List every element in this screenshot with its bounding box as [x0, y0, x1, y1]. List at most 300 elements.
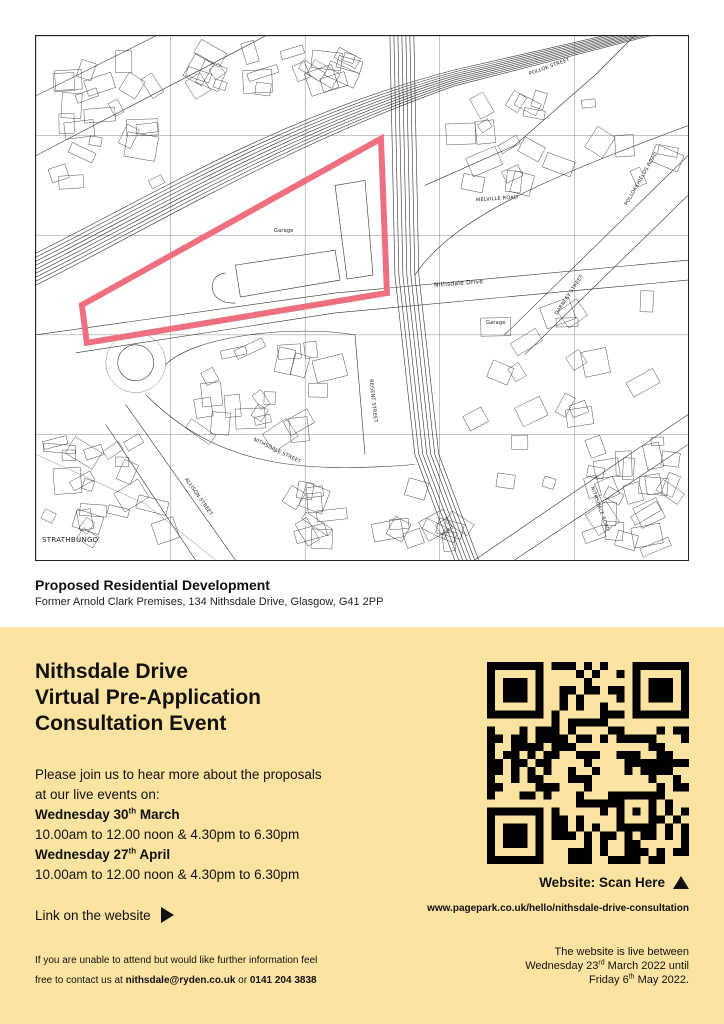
railway-line — [36, 36, 688, 277]
qr-module — [600, 799, 608, 807]
building-outline — [119, 72, 146, 99]
qr-module — [616, 856, 624, 864]
qr-module — [632, 791, 640, 799]
live-line-3 — [469, 973, 689, 987]
building-outline — [498, 135, 520, 153]
qr-module — [535, 848, 543, 856]
qr-module — [641, 759, 649, 767]
live-end-suffix: th — [628, 973, 635, 981]
building-outline — [542, 476, 556, 490]
qr-module — [511, 824, 519, 832]
qr-module — [535, 735, 543, 743]
qr-module — [576, 702, 584, 710]
map-label-darnley-street: DARNLEY STREET — [553, 273, 586, 317]
qr-module — [657, 767, 665, 775]
qr-module — [535, 759, 543, 767]
qr-module — [527, 662, 535, 670]
site-location-map — [35, 35, 689, 561]
qr-module — [544, 791, 552, 799]
qr-module — [535, 710, 543, 718]
qr-module — [535, 702, 543, 710]
map-label-regent-street: REGENT STREET — [367, 378, 379, 424]
qr-module — [632, 710, 640, 718]
building-outline — [82, 478, 95, 491]
building-outline — [640, 291, 654, 313]
railway-line — [36, 36, 688, 253]
website-url[interactable]: www.pagepark.co.uk/hello/nithsdale-drive-consultation — [427, 903, 689, 914]
building-outline — [542, 152, 575, 177]
railway-line — [414, 36, 479, 560]
qr-module — [535, 807, 543, 815]
road-edge — [515, 444, 688, 560]
map-label-melville-road: MELVILLE ROAD — [475, 194, 519, 204]
building-outline — [68, 142, 96, 162]
road-edge — [36, 454, 215, 560]
qr-module — [657, 848, 665, 856]
qr-module — [673, 710, 681, 718]
qr-module — [511, 735, 519, 743]
building-outline — [475, 120, 496, 145]
qr-module — [552, 807, 560, 815]
qr-module — [616, 751, 624, 759]
qr-module — [511, 662, 519, 670]
qr-module — [641, 662, 649, 670]
qr-module — [503, 824, 511, 832]
qr-module — [681, 824, 689, 832]
qr-module — [616, 799, 624, 807]
contact-info — [35, 951, 435, 991]
map-label-nithsdale-road: NITHSDALE ROAD — [588, 485, 611, 533]
qr-code-icon — [487, 662, 689, 864]
qr-module — [608, 799, 616, 807]
qr-module — [487, 824, 495, 832]
qr-module — [552, 727, 560, 735]
building-outline — [76, 509, 93, 531]
qr-module — [584, 686, 592, 694]
qr-module — [560, 686, 568, 694]
qr-module — [535, 832, 543, 840]
qr-module — [560, 832, 568, 840]
building-outline — [302, 512, 333, 536]
building-outline — [656, 479, 685, 504]
qr-module — [568, 767, 576, 775]
qr-module — [681, 783, 689, 791]
qr-module — [584, 856, 592, 864]
qr-module — [600, 710, 608, 718]
qr-module — [487, 848, 495, 856]
building-outline — [209, 63, 225, 79]
qr-module — [511, 751, 519, 759]
qr-module — [592, 751, 600, 759]
qr-module — [576, 816, 584, 824]
event-title-line-1: Nithsdale Drive — [35, 660, 188, 683]
building-outline — [466, 146, 503, 177]
qr-module — [592, 767, 600, 775]
qr-module — [584, 759, 592, 767]
building-outline — [470, 92, 494, 119]
event-date-1-day: Wednesday 30 — [35, 807, 129, 822]
qr-module — [624, 856, 632, 864]
qr-module — [600, 840, 608, 848]
qr-module — [657, 816, 665, 824]
live-line-2 — [469, 959, 689, 973]
qr-module — [665, 824, 673, 832]
qr-module — [665, 807, 673, 815]
qr-module — [519, 856, 527, 864]
qr-module — [503, 678, 511, 686]
qr-module — [616, 735, 624, 743]
building-outline — [234, 338, 266, 360]
qr-module — [681, 832, 689, 840]
building-outline — [623, 482, 644, 505]
road-edge — [36, 36, 265, 156]
building-outline — [292, 62, 310, 82]
qr-module — [649, 694, 657, 702]
qr-module — [665, 686, 673, 694]
qr-module — [519, 840, 527, 848]
qr-module — [665, 759, 673, 767]
qr-module — [657, 694, 665, 702]
qr-module — [592, 719, 600, 727]
live-end-month: May 2022. — [634, 974, 689, 986]
qr-module — [552, 751, 560, 759]
qr-module — [503, 686, 511, 694]
qr-module — [527, 751, 535, 759]
qr-module — [673, 816, 681, 824]
qr-module — [544, 751, 552, 759]
play-arrow-icon — [161, 907, 174, 923]
qr-module — [616, 686, 624, 694]
qr-module — [527, 767, 535, 775]
qr-module — [608, 727, 616, 735]
building-outline — [42, 436, 68, 450]
map-label-strathbungo: STRATHBUNGO — [42, 536, 99, 544]
qr-module — [576, 719, 584, 727]
qr-module — [592, 824, 600, 832]
qr-module — [616, 694, 624, 702]
qr-module — [487, 791, 495, 799]
qr-module — [503, 710, 511, 718]
qr-module — [503, 840, 511, 848]
qr-module — [560, 662, 568, 670]
qr-module — [632, 735, 640, 743]
qr-module — [552, 783, 560, 791]
building-outline — [304, 341, 318, 359]
building-outline — [235, 408, 265, 429]
qr-module — [495, 767, 503, 775]
qr-module — [576, 799, 584, 807]
qr-module — [632, 686, 640, 694]
building-outline — [295, 518, 319, 547]
qr-module — [495, 856, 503, 864]
building-outline — [84, 107, 116, 123]
qr-module — [487, 807, 495, 815]
qr-module — [657, 743, 665, 751]
qr-module — [673, 783, 681, 791]
qr-module — [657, 759, 665, 767]
building-outline — [496, 473, 516, 489]
road-edge — [475, 415, 688, 560]
qr-module — [608, 791, 616, 799]
qr-module — [649, 767, 657, 775]
event-time-2: 10.00am to 12.00 noon & 4.30pm to 6.30pm — [35, 867, 300, 882]
qr-module — [649, 856, 657, 864]
building-outline — [615, 134, 635, 157]
qr-module — [535, 783, 543, 791]
qr-module — [624, 840, 632, 848]
map-label-nithsdale-drive: Nithsdale Drive — [433, 278, 484, 289]
building-outline — [84, 72, 116, 96]
qr-code[interactable] — [487, 662, 689, 864]
event-date-2-month: April — [136, 847, 171, 862]
qr-module — [576, 735, 584, 743]
building-outline — [151, 517, 180, 545]
qr-module — [584, 662, 592, 670]
building-outline — [343, 52, 356, 63]
qr-module — [681, 807, 689, 815]
building-outline — [565, 406, 593, 427]
building-outline — [505, 170, 522, 193]
qr-module — [535, 856, 543, 864]
qr-module — [616, 710, 624, 718]
road-edge — [525, 195, 688, 354]
qr-module — [592, 686, 600, 694]
qr-module — [495, 662, 503, 670]
qr-module — [487, 686, 495, 694]
building-outline — [661, 451, 680, 467]
qr-module — [616, 816, 624, 824]
qr-module — [568, 848, 576, 856]
qr-module — [600, 807, 608, 815]
qr-module — [552, 710, 560, 718]
qr-module — [641, 848, 649, 856]
qr-module — [657, 856, 665, 864]
qr-module — [624, 832, 632, 840]
qr-module — [681, 759, 689, 767]
qr-module — [681, 670, 689, 678]
building-outline — [80, 503, 107, 517]
qr-module — [608, 856, 616, 864]
contact-line-2 — [35, 971, 435, 991]
qr-module — [487, 670, 495, 678]
building-outline — [640, 537, 671, 557]
qr-module — [649, 759, 657, 767]
qr-module — [511, 710, 519, 718]
map-drawing — [36, 36, 688, 560]
qr-module — [649, 832, 657, 840]
qr-module — [535, 816, 543, 824]
building-outline — [389, 518, 409, 530]
qr-module — [616, 807, 624, 815]
qr-module — [649, 824, 657, 832]
contact-email[interactable]: nithsdale@ryden.co.uk — [125, 975, 236, 986]
building-outline — [308, 383, 327, 397]
qr-module — [487, 840, 495, 848]
qr-module — [584, 678, 592, 686]
qr-module — [649, 678, 657, 686]
qr-module — [503, 856, 511, 864]
qr-module — [576, 670, 584, 678]
qr-module — [487, 775, 495, 783]
qr-module — [511, 678, 519, 686]
qr-module — [592, 670, 600, 678]
qr-module — [519, 759, 527, 767]
railway-line — [36, 36, 688, 273]
qr-module — [624, 767, 632, 775]
qr-module — [503, 662, 511, 670]
qr-module — [535, 678, 543, 686]
qr-module — [649, 710, 657, 718]
qr-module — [511, 759, 519, 767]
qr-module — [632, 678, 640, 686]
website-link[interactable] — [35, 907, 174, 923]
event-title-line-3: Consultation Event — [35, 712, 227, 735]
qr-module — [608, 832, 616, 840]
site-building — [335, 180, 373, 279]
qr-module — [527, 791, 535, 799]
qr-module — [576, 791, 584, 799]
development-address: Former Arnold Clark Premises, 134 Nithsdale Drive, Glasgow, G41 2PP — [35, 596, 384, 608]
qr-module — [649, 775, 657, 783]
building-outline — [508, 362, 527, 381]
qr-module — [624, 824, 632, 832]
live-start-day: Wednesday 23 — [525, 960, 599, 972]
qr-module — [600, 832, 608, 840]
qr-module — [649, 791, 657, 799]
qr-module — [544, 759, 552, 767]
qr-module — [665, 751, 673, 759]
qr-module — [681, 694, 689, 702]
map-caption — [35, 577, 383, 608]
qr-module — [560, 702, 568, 710]
qr-module — [560, 735, 568, 743]
qr-module — [632, 702, 640, 710]
qr-module — [511, 767, 519, 775]
qr-module — [657, 686, 665, 694]
event-title-line-2: Virtual Pre-Application — [35, 686, 261, 709]
qr-module — [487, 710, 495, 718]
contact-prefix: free to contact us at — [35, 975, 126, 986]
qr-module — [681, 710, 689, 718]
qr-module — [632, 751, 640, 759]
qr-module — [487, 856, 495, 864]
qr-module — [511, 694, 519, 702]
qr-module — [649, 735, 657, 743]
qr-module — [535, 662, 543, 670]
building-outline — [124, 434, 144, 451]
contact-phone[interactable]: 0141 204 3838 — [249, 975, 317, 986]
qr-module — [487, 767, 495, 775]
qr-module — [624, 735, 632, 743]
qr-module — [495, 783, 503, 791]
qr-module — [665, 662, 673, 670]
qr-module — [535, 840, 543, 848]
railway-line — [36, 36, 688, 285]
building-outline — [278, 344, 302, 360]
building-outline — [83, 444, 104, 460]
qr-module — [511, 775, 519, 783]
qr-module — [535, 743, 543, 751]
qr-module — [552, 832, 560, 840]
building-outline — [70, 471, 95, 491]
qr-module — [641, 710, 649, 718]
qr-module — [641, 735, 649, 743]
building-outline — [255, 82, 271, 96]
qr-module — [535, 686, 543, 694]
site-building — [212, 273, 235, 303]
qr-module — [568, 856, 576, 864]
building-outline — [124, 132, 159, 162]
qr-module — [568, 719, 576, 727]
building-outline — [461, 173, 485, 192]
qr-module — [665, 767, 673, 775]
qr-module — [673, 662, 681, 670]
building-outline — [463, 407, 489, 431]
qr-module — [560, 824, 568, 832]
qr-module — [624, 848, 632, 856]
map-label-allison-street: ALLISON STREET — [183, 476, 214, 518]
qr-module — [487, 816, 495, 824]
qr-module — [519, 678, 527, 686]
qr-module — [495, 759, 503, 767]
qr-module — [632, 759, 640, 767]
building-outline — [65, 437, 102, 470]
building-outline — [247, 64, 279, 81]
building-outline — [116, 51, 132, 73]
qr-module — [487, 832, 495, 840]
qr-module — [544, 735, 552, 743]
qr-module — [552, 816, 560, 824]
building-outline — [224, 394, 241, 417]
roundabout — [118, 345, 154, 381]
qr-module — [584, 832, 592, 840]
qr-module — [519, 694, 527, 702]
qr-module — [616, 727, 624, 735]
qr-module — [624, 791, 632, 799]
live-start-month: March 2022 until — [604, 960, 689, 972]
building-outline — [502, 165, 523, 183]
qr-module — [616, 791, 624, 799]
building-outline — [194, 397, 214, 418]
building-outline — [299, 482, 331, 514]
consultation-panel — [0, 627, 724, 1024]
qr-module — [495, 807, 503, 815]
building-outline — [518, 137, 546, 162]
qr-module — [535, 727, 543, 735]
qr-module — [487, 751, 495, 759]
qr-module — [632, 848, 640, 856]
qr-module — [511, 856, 519, 864]
qr-module — [649, 743, 657, 751]
building-outline — [252, 390, 270, 410]
building-outline — [566, 349, 587, 370]
qr-module — [568, 775, 576, 783]
qr-module — [649, 799, 657, 807]
building-outline — [626, 368, 660, 397]
event-title — [35, 659, 395, 737]
building-outline — [274, 347, 296, 375]
qr-module — [584, 799, 592, 807]
building-outline — [280, 45, 305, 60]
qr-module — [681, 840, 689, 848]
building-outline — [289, 417, 310, 443]
qr-module — [527, 710, 535, 718]
qr-module — [657, 727, 665, 735]
building-outline — [615, 451, 632, 477]
map-label-pollok-street: POLLOK STREET — [528, 56, 571, 78]
qr-module — [576, 751, 584, 759]
qr-module — [544, 767, 552, 775]
